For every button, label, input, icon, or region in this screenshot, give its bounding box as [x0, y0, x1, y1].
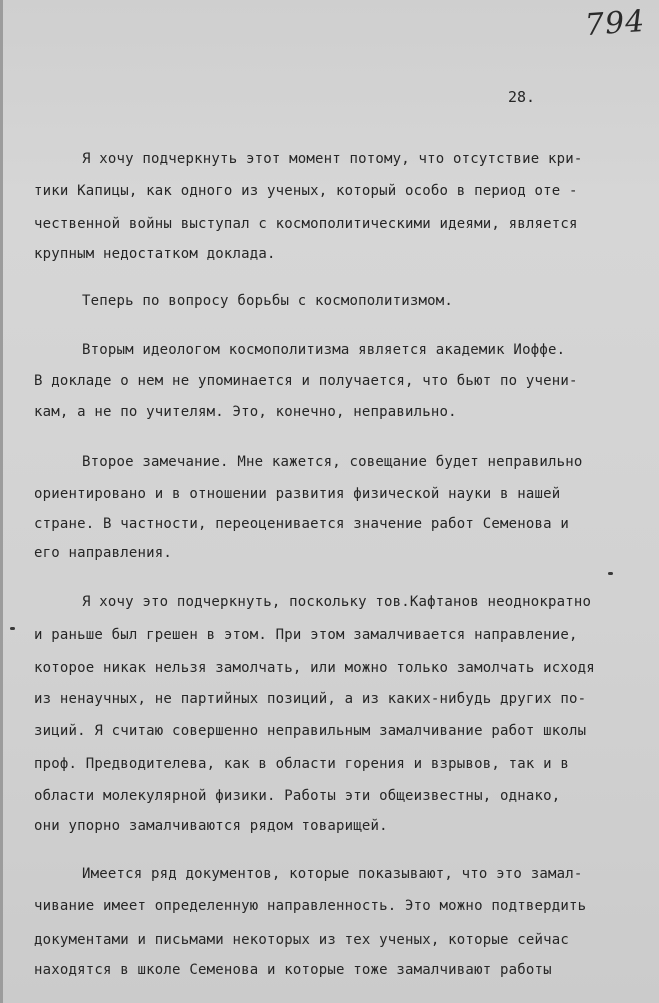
- text-line: проф. Предводителева, как в области горения и взрывов, так и в: [34, 756, 569, 772]
- text-line: зиций. Я считаю совершенно неправильным замалчивание работ школы: [34, 723, 587, 739]
- page-edge-shadow: [0, 0, 3, 1003]
- text-line: и раньше был грешен в этом. При этом замалчивается направление,: [34, 627, 578, 643]
- text-line: находятся в школе Семенова и которые тоже замалчивают работы: [34, 962, 552, 978]
- text-line: Имеется ряд документов, которые показывают, что это замал-: [82, 866, 583, 882]
- text-line: чивание имеет определенную направленность. Это можно подтвердить: [34, 898, 587, 914]
- text-line: тики Капицы, как одного из ученых, который особо в период оте -: [34, 183, 578, 199]
- text-line: Я хочу подчеркнуть этот момент потому, что отсутствие кри-: [82, 151, 583, 167]
- text-line: документами и письмами некоторых из тех ученых, которые сейчас: [34, 932, 569, 948]
- text-line: стране. В частности, переоценивается значение работ Семенова и: [34, 516, 569, 532]
- ink-speck: [10, 627, 15, 630]
- text-line: из ненаучных, не партийных позиций, а из каких-нибудь других по-: [34, 691, 587, 707]
- text-line: крупным недостатком доклада.: [34, 246, 276, 262]
- text-line: области молекулярной физики. Работы эти общеизвестны, однако,: [34, 788, 561, 804]
- text-line: Теперь по вопросу борьбы с космополитизмом.: [82, 293, 454, 309]
- text-line: его направления.: [34, 545, 173, 561]
- text-line: чественной войны выступал с космополитическими идеями, является: [34, 216, 578, 232]
- text-line: ориентировано и в отношении развития физической науки в нашей: [34, 486, 561, 502]
- text-line: кам, а не по учителям. Это, конечно, неправильно.: [34, 404, 457, 420]
- archive-page-number: 794: [583, 3, 647, 44]
- text-line: они упорно замалчиваются рядом товарищей.: [34, 818, 388, 834]
- text-line: Я хочу это подчеркнуть, поскольку тов.Кафтанов неоднократно: [82, 594, 592, 610]
- text-line: Второе замечание. Мне кажется, совещание будет неправильно: [82, 454, 583, 470]
- ink-speck: [608, 572, 613, 575]
- text-line: которое никак нельзя замолчать, или можно только замолчать исходя: [34, 660, 595, 676]
- page-number: 28.: [508, 88, 536, 106]
- text-line: В докладе о нем не упоминается и получается, что бьют по учени-: [34, 373, 578, 389]
- text-line: Вторым идеологом космополитизма является академик Иоффе.: [82, 342, 566, 358]
